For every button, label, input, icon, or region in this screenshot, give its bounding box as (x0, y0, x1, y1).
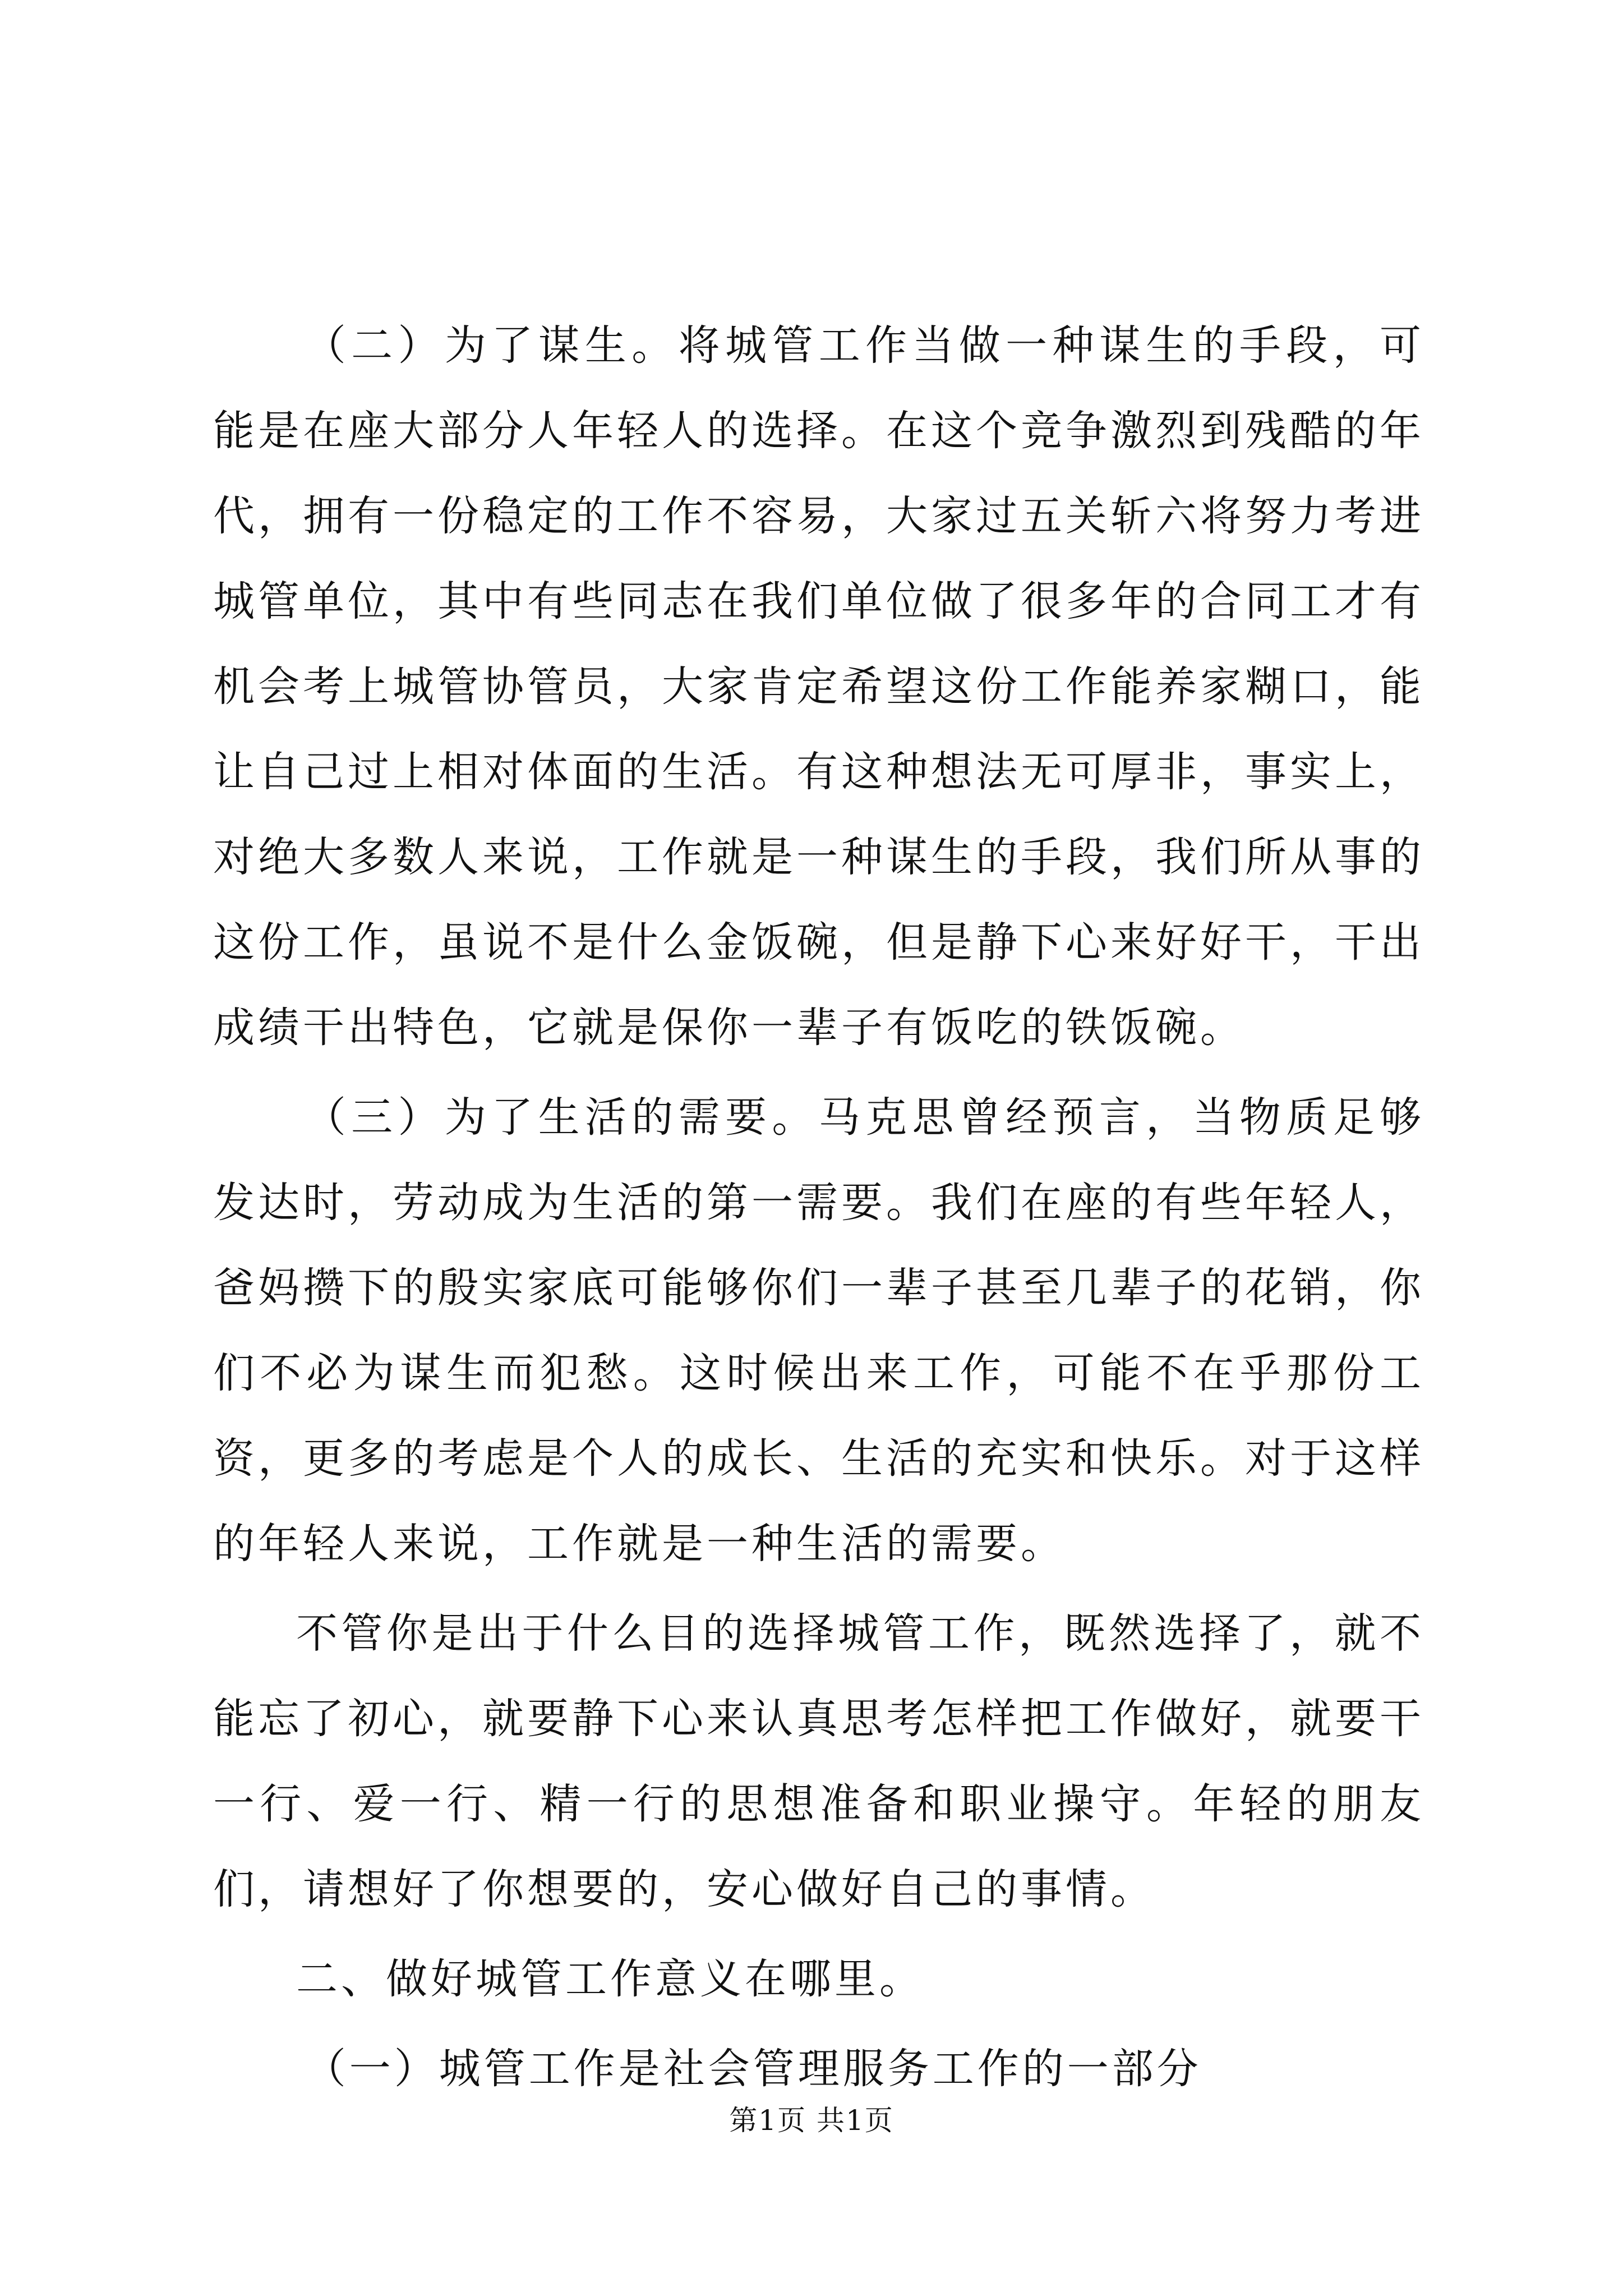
section-heading-meaning: 二、做好城管工作意义在哪里。 (296, 1955, 924, 2003)
paragraph-life-needs: （三）为了生活的需要。马克思曾经预言，当物质足够发达时，劳动成为生活的第一需要。我们在座的有些年轻人，爸妈攒下的殷实家底可能够你们一辈子甚至几辈子的花销，你们不必为谋生而犯愁。这时候出来工作，可能不在乎那份工资，更多的考虑是个人的成长、生活的充实和快乐。对于这样的年轻人来说，工作就是一种生活的需要。 (213, 1093, 1424, 1568)
page-footer: 第1页 共1页 (729, 2104, 894, 2137)
subsection-heading-social-management: （一）城管工作是社会管理服务工作的一部分 (304, 2045, 1202, 2093)
paragraph-original-aspiration: 不管你是出于什么目的选择城管工作，既然选择了，就不能忘了初心，就要静下心来认真思考怎样把工作做好，就要干一行、爱一行、精一行的思想准备和职业操守。年轻的朋友们，请想好了你想要的，安心做好自己的事情。 (213, 1609, 1424, 1913)
paragraph-make-a-living: （二）为了谋生。将城管工作当做一种谋生的手段，可能是在座大部分人年轻人的选择。在这个竞争激烈到残酷的年代，拥有一份稳定的工作不容易，大家过五关斩六将努力考进城管单位，其中有些同志在我们单位做了很多年的合同工才有机会考上城管协管员，大家肯定希望这份工作能养家糊口，能让自己过上相对体面的生活。有这种想法无可厚非，事实上，对绝大多数人来说，工作就是一种谋生的手段，我们所从事的这份工作，虽说不是什么金饭碗，但是静下心来好好干，干出成绩干出特色，它就是保你一辈子有饭吃的铁饭碗。 (213, 321, 1424, 1052)
document-body (213, 303, 1424, 2116)
